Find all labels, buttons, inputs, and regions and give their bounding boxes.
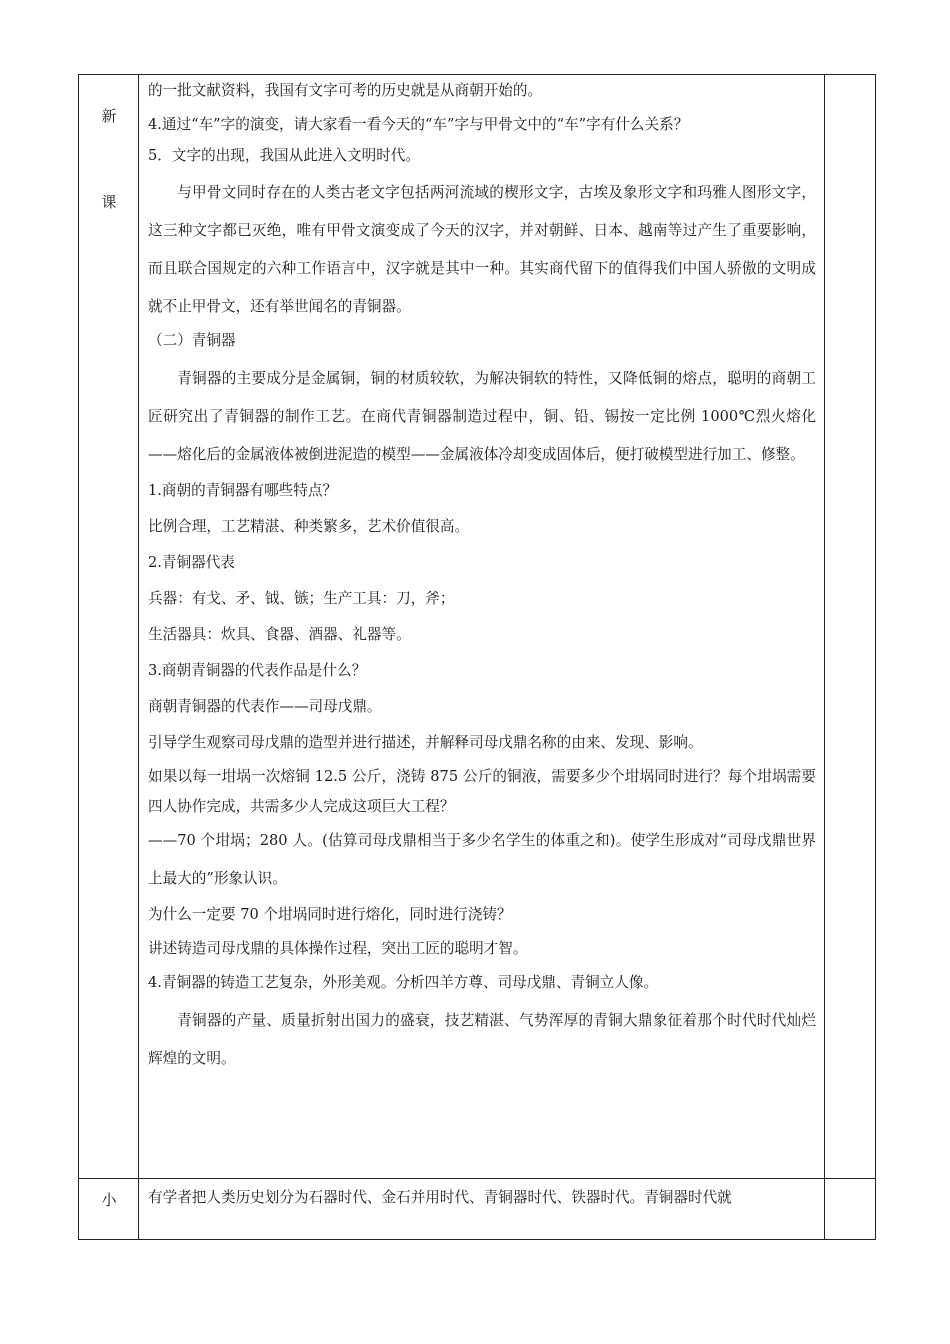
question: 如果以每一坩埚一次熔铜 12.5 公斤，浇铸 875 公斤的铜液，需要多少个坩埚同时进行？每个坩埚需要四人协作完成，共需多少人完成这项巨大工程？ (148, 768, 816, 815)
paragraph: 4.通过“车”字的演变，请大家看一看今天的“车”字与甲骨文中的“车”字有什么关系？ (148, 116, 689, 133)
paragraph: 5．文字的出现，我国从此进入文明时代。 (148, 147, 420, 164)
question: 为什么一定要 70 个坩埚同时进行熔化，同时进行浇铸？ (148, 906, 512, 923)
lesson-table (78, 74, 876, 1240)
side-cell (825, 1179, 876, 1240)
answer: ——70 个坩埚；280 人。(估算司母戊鼎相当于多少名学生的体重之和)。使学生形成对“司母戊鼎世界上最大的”形象认识。 (148, 832, 816, 887)
lesson-content (139, 75, 824, 1078)
summary-content-cell (139, 1179, 825, 1240)
row-label-char: 课 (101, 193, 117, 211)
row-label-cell (79, 75, 139, 1179)
paragraph: 青铜器的产量、质量折射出国力的盛衰，技艺精湛、气势浑厚的青铜大鼎象征着那个时代时代灿烂辉煌的文明。 (148, 1012, 816, 1067)
answer: 生活器具：炊具、食器、酒器、礼器等。 (148, 626, 411, 643)
side-cell (825, 75, 876, 1179)
lesson-content-cell (139, 75, 825, 1179)
paragraph: 与甲骨文同时存在的人类古老文字包括两河流域的楔形文字，古埃及象形文字和玛雅人图形文字，这三种文字都已灭绝，唯有甲骨文演变成了今天的汉字，并对朝鲜、日本、越南等过产生了重要影响，而且联合国规定的六种工作语言中，汉字就是其中一种。其实商代留下的值得我们中国人骄傲的文明成就不止甲骨文，还有举世闻名的青铜器。 (148, 184, 816, 315)
section-heading: （二）青铜器 (148, 332, 236, 349)
answer: 商朝青铜器的代表作——司母戊鼎。 (148, 698, 382, 715)
row-label-char: 新 (101, 107, 117, 125)
summary-row (79, 1179, 876, 1240)
question: 1.商朝的青铜器有哪些特点？ (148, 482, 338, 499)
lesson-plan-page (78, 74, 875, 1240)
paragraph: 4.青铜器的铸造工艺复杂，外形美观。分析四羊方尊、司母戊鼎、青铜立人像。 (148, 974, 659, 991)
paragraph: 青铜器的主要成分是金属铜，铜的材质较软，为解决铜软的特性，又降低铜的熔点，聪明的商朝工匠研究出了青铜器的制作工艺。在商代青铜器制造过程中，铜、铅、锡按一定比例 1000℃烈火熔化——熔化后的金属液体被倒进泥造的模型——金属液体冷却变成固体后，便打破模型进行加工、修整。 (148, 370, 816, 463)
paragraph: 引导学生观察司母戊鼎的造型并进行描述，并解释司母戊鼎名称的由来、发现、影响。 (148, 734, 703, 751)
summary-label-char: 小 (101, 1191, 117, 1209)
question: 3.商朝青铜器的代表作品是什么？ (148, 662, 367, 679)
summary-text: 有学者把人类历史划分为石器时代、金石并用时代、青铜器时代、铁器时代。青铜器时代就 (148, 1189, 732, 1206)
answer: 兵器：有戈、矛、钺、镞；生产工具：刀，斧； (148, 590, 455, 607)
paragraph: 讲述铸造司母戊鼎的具体操作过程，突出工匠的聪明才智。 (148, 940, 528, 957)
question: 2.青铜器代表 (148, 554, 235, 571)
answer: 比例合理，工艺精湛、种类繁多，艺术价值很高。 (148, 518, 470, 535)
new-lesson-row (79, 75, 876, 1179)
summary-label-cell (79, 1179, 139, 1240)
paragraph: 的一批文献资料，我国有文字可考的历史就是从商朝开始的。 (148, 82, 543, 99)
